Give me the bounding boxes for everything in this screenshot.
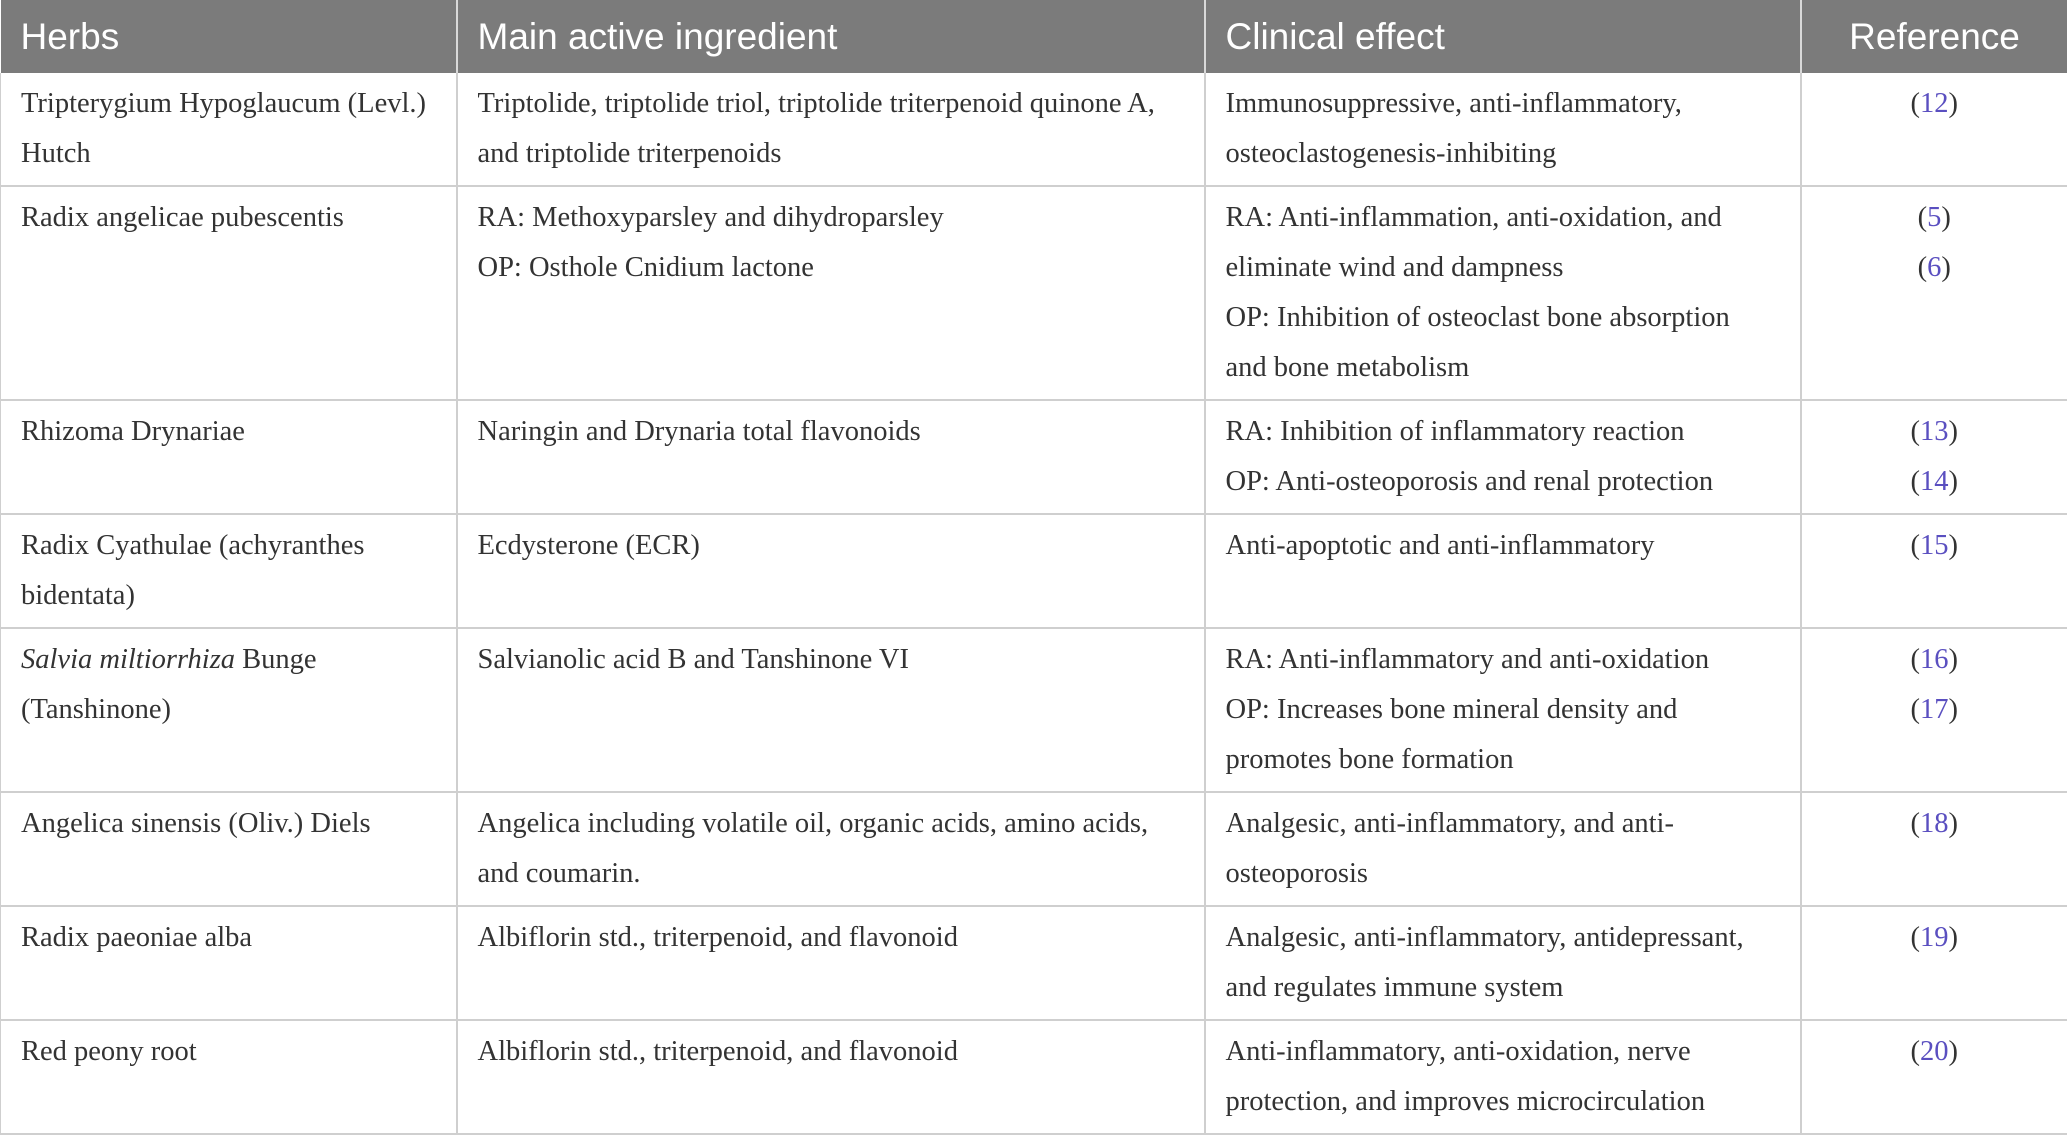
ingredient-line: OP: Osthole Cnidium lactone <box>478 243 1190 293</box>
effect-cell <box>1205 1020 1801 1134</box>
effect-cell <box>1205 792 1801 906</box>
table-row <box>1 514 2067 628</box>
ingredient-line: Ecdysterone (ECR) <box>478 521 1190 571</box>
effect-line: osteoporosis <box>1226 849 1786 899</box>
ingredient-cell <box>457 514 1205 628</box>
effect-line: RA: Anti-inflammation, anti-oxidation, and <box>1226 193 1786 243</box>
ingredient-line: RA: Methoxyparsley and dihydroparsley <box>478 193 1190 243</box>
reference-link[interactable]: 16 <box>1920 644 1949 675</box>
herb-cell <box>1 514 457 628</box>
table-row <box>1 628 2067 792</box>
herb-cell <box>1 906 457 1020</box>
effect-cell <box>1205 628 1801 792</box>
effect-line: Anti-inflammatory, anti-oxidation, nerve <box>1226 1027 1786 1077</box>
ingredient-line: Angelica including volatile oil, organic acids, amino acids, <box>478 799 1190 849</box>
herb-line: Radix Cyathulae (achyranthes <box>21 521 442 571</box>
effect-line: and bone metabolism <box>1226 343 1786 393</box>
ingredient-cell <box>457 1020 1205 1134</box>
ingredient-line: Albiflorin std., triterpenoid, and flavonoid <box>478 1027 1190 1077</box>
herb-line: Radix paeoniae alba <box>21 913 442 963</box>
effect-line: OP: Inhibition of osteoclast bone absorption <box>1226 293 1786 343</box>
herb-line: (Tanshinone) <box>21 685 442 735</box>
reference-cell: (5) (6) <box>1801 186 2067 400</box>
table-row <box>1 792 2067 906</box>
reference-cell: (19) <box>1801 906 2067 1020</box>
table-row <box>1 73 2067 186</box>
ingredient-line: and coumarin. <box>478 849 1190 899</box>
herb-line: Red peony root <box>21 1027 442 1077</box>
effect-cell <box>1205 186 1801 400</box>
reference-link[interactable]: 19 <box>1920 922 1949 953</box>
effect-cell <box>1205 514 1801 628</box>
herb-cell <box>1 792 457 906</box>
ingredient-cell <box>457 186 1205 400</box>
effect-cell <box>1205 73 1801 186</box>
reference-cell: (12) <box>1801 73 2067 186</box>
header-clinical-effect: Clinical effect <box>1205 0 1801 73</box>
table-body <box>1 73 2067 1134</box>
effect-line: promotes bone formation <box>1226 735 1786 785</box>
reference-link[interactable]: 5 <box>1927 202 1941 233</box>
effect-cell <box>1205 400 1801 514</box>
effect-line: Analgesic, anti-inflammatory, antidepressant, <box>1226 913 1786 963</box>
reference-link[interactable]: 14 <box>1920 466 1949 497</box>
reference-cell: (18) <box>1801 792 2067 906</box>
header-row <box>1 0 2067 73</box>
effect-line: osteoclastogenesis-inhibiting <box>1226 129 1786 179</box>
effect-line: protection, and improves microcirculation <box>1226 1077 1786 1127</box>
effect-line: Anti-apoptotic and anti-inflammatory <box>1226 521 1786 571</box>
herb-scientific-name: Salvia miltiorrhiza <box>21 644 235 675</box>
table-row <box>1 906 2067 1020</box>
reference-cell: (15) <box>1801 514 2067 628</box>
effect-line: RA: Inhibition of inflammatory reaction <box>1226 407 1786 457</box>
herb-cell <box>1 1020 457 1134</box>
ingredient-cell <box>457 400 1205 514</box>
herb-authority: Bunge <box>235 644 317 675</box>
herb-line: Angelica sinensis (Oliv.) Diels <box>21 799 442 849</box>
effect-line: and regulates immune system <box>1226 963 1786 1013</box>
ingredient-line: Salvianolic acid B and Tanshinone VI <box>478 635 1190 685</box>
herb-cell <box>1 400 457 514</box>
header-main-active-ingredient: Main active ingredient <box>457 0 1205 73</box>
reference-link[interactable]: 20 <box>1920 1036 1949 1067</box>
herb-line: Hutch <box>21 129 442 179</box>
effect-cell <box>1205 906 1801 1020</box>
reference-link[interactable]: 12 <box>1920 88 1949 119</box>
reference-link[interactable]: 13 <box>1920 416 1949 447</box>
ingredient-line: Naringin and Drynaria total flavonoids <box>478 407 1190 457</box>
effect-line: OP: Anti-osteoporosis and renal protection <box>1226 457 1786 507</box>
reference-cell: (16) (17) <box>1801 628 2067 792</box>
ingredient-cell <box>457 73 1205 186</box>
ingredient-line: and triptolide triterpenoids <box>478 129 1190 179</box>
herb-line: Radix angelicae pubescentis <box>21 193 442 243</box>
herb-line: Tripterygium Hypoglaucum (Levl.) <box>21 79 442 129</box>
table-row <box>1 1020 2067 1134</box>
table-header <box>1 0 2067 73</box>
ingredient-cell <box>457 906 1205 1020</box>
table-row <box>1 400 2067 514</box>
effect-line: Analgesic, anti-inflammatory, and anti- <box>1226 799 1786 849</box>
reference-link[interactable]: 18 <box>1920 808 1949 839</box>
ingredient-line: Triptolide, triptolide triol, triptolide triterpenoid quinone A, <box>478 79 1190 129</box>
effect-line: eliminate wind and dampness <box>1226 243 1786 293</box>
ingredient-cell <box>457 628 1205 792</box>
ingredient-line: Albiflorin std., triterpenoid, and flavonoid <box>478 913 1190 963</box>
herb-cell <box>1 186 457 400</box>
effect-line: RA: Anti-inflammatory and anti-oxidation <box>1226 635 1786 685</box>
reference-cell: (20) <box>1801 1020 2067 1134</box>
herb-cell <box>1 628 457 792</box>
table-row <box>1 186 2067 400</box>
ingredient-cell <box>457 792 1205 906</box>
reference-link[interactable]: 17 <box>1920 694 1949 725</box>
herb-line: Rhizoma Drynariae <box>21 407 442 457</box>
header-herbs: Herbs <box>1 0 457 73</box>
reference-cell: (13) (14) <box>1801 400 2067 514</box>
herb-cell <box>1 73 457 186</box>
herb-line: bidentata) <box>21 571 442 621</box>
effect-line: OP: Increases bone mineral density and <box>1226 685 1786 735</box>
reference-link[interactable]: 15 <box>1920 530 1949 561</box>
effect-line: Immunosuppressive, anti-inflammatory, <box>1226 79 1786 129</box>
header-reference: Reference <box>1801 0 2067 73</box>
reference-link[interactable]: 6 <box>1927 252 1941 283</box>
